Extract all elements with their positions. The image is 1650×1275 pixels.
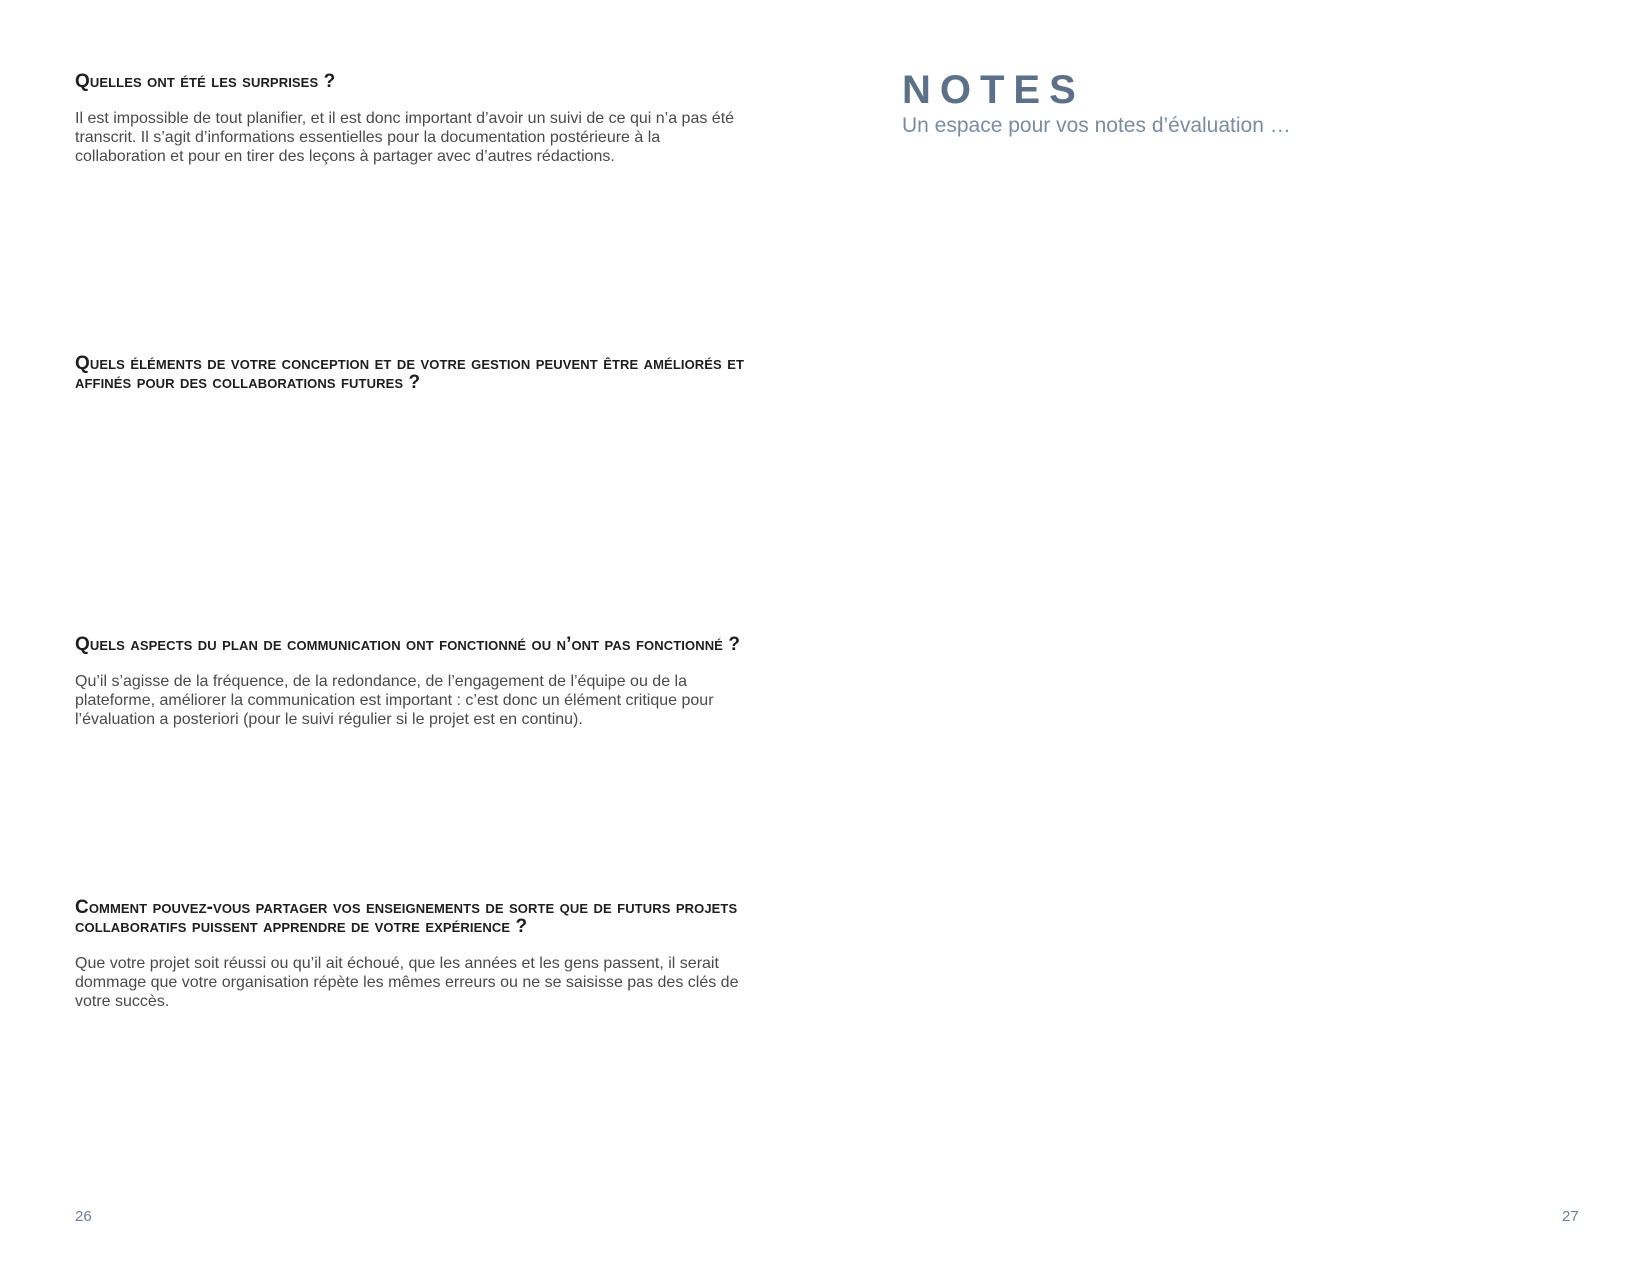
section-sharing (75, 898, 755, 1011)
page-number-left: 26 (75, 1208, 92, 1225)
right-page (825, 0, 1650, 1275)
section-body: Qu’il s’agisse de la fréquence, de la redondance, de l’engagement de l’équipe ou de la plateforme, améliorer la communication est important : c’est donc un élément critique pour l’évaluation a posteriori (pour le suivi régulier si le projet est en continu). (75, 673, 714, 728)
section-surprises (75, 72, 755, 166)
notes-subtitle: Un espace pour vos notes d’évaluation … (902, 114, 1291, 137)
section-body: Il est impossible de tout planifier, et il est donc important d’avoir un suivi de ce qui n’a pas été transcrit. Il s’agit d’informations essentielles pour la documentation postérieure à la collaboration et pour en tirer des leçons à partager avec d’autres rédactions. (75, 110, 735, 165)
section-heading: Quels éléments de votre conception et de votre gestion peuvent être améliorés et affinés pour des collaborations futures ? (75, 353, 745, 393)
section-communication (75, 635, 755, 729)
section-body: Que votre projet soit réussi ou qu’il ait échoué, que les années et les gens passent, il serait dommage que votre organisation répète les mêmes erreurs ou ne se saisisse pas des clés de votre succès. (75, 955, 739, 1010)
section-heading: Quelles ont été les surprises ? (75, 71, 336, 92)
section-heading: Quels aspects du plan de communication ont fonctionné ou n’ont pas fonctionné ? (75, 634, 741, 655)
section-heading: Comment pouvez-vous partager vos enseignements de sorte que de futurs projets collaboratifs puissent apprendre de votre expérience ? (75, 897, 738, 937)
section-improvements (75, 354, 755, 392)
notes-title: NOTES (902, 68, 1085, 112)
page-number-right: 27 (1562, 1208, 1579, 1225)
